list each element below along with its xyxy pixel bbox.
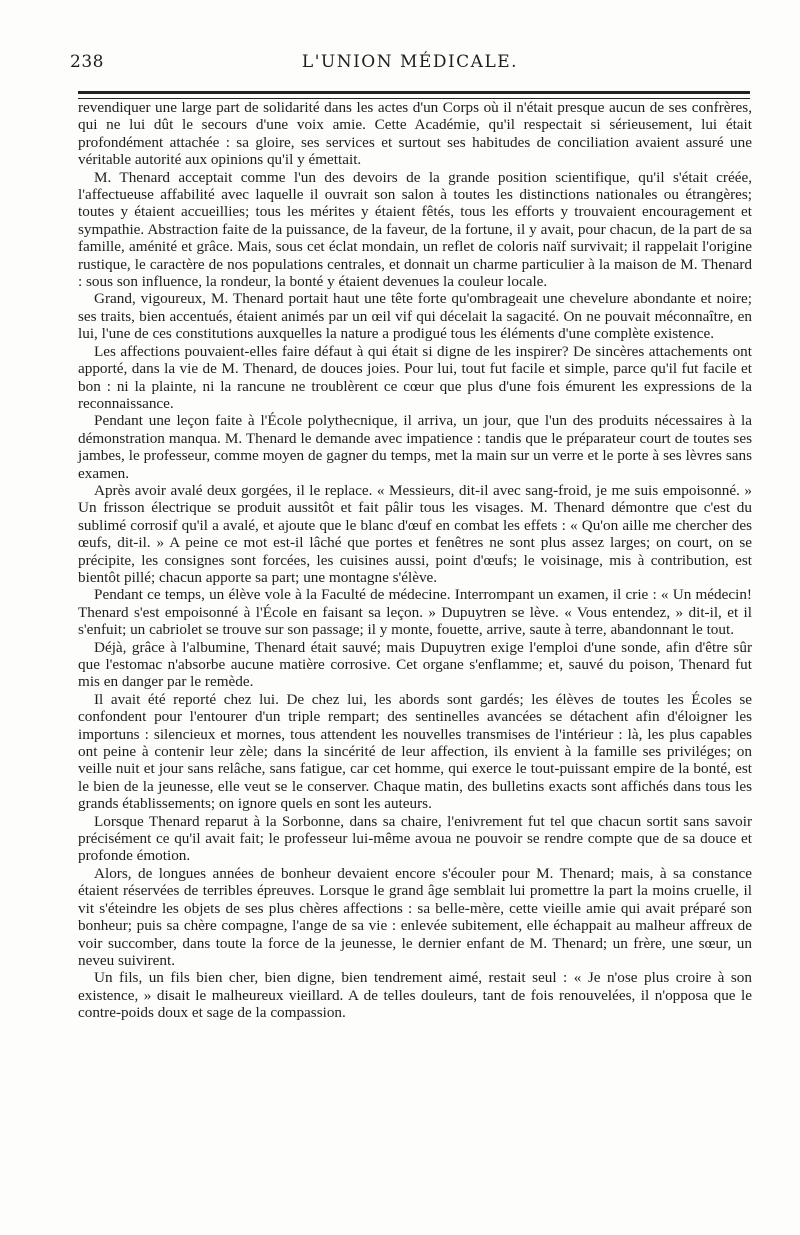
body-text xyxy=(78,99,752,1022)
paragraph: revendiquer une large part de solidarité dans les actes d'un Corps où il n'était presque aucun de ses confrères, qui ne lui dût le secours d'une voix amie. Cette Académie, qu'il respectait si sérieusement, lui était profondément attachée : sa gloire, ses services et surtout ses habitudes de conciliation avaient assuré une véritable autorité aux opinions qu'il y émettait. xyxy=(78,99,752,169)
paragraph: Après avoir avalé deux gorgées, il le replace. « Messieurs, dit-il avec sang-froid, je me suis empoisonné. » Un frisson électrique se produit aussitôt et fait pâlir tous les visages. M. Thenard démontre que c'est du sublimé corrosif qu'il a avalé, et ajoute que le blanc d'œuf en combat les effets : « Qu'on aille me chercher des œufs, dit-il. » A peine ce mot est-il lâché que portes et fenêtres ne sont plus assez larges; on court, on se précipite, les consignes sont forcées, les cuisines aussi, point d'œufs; le voisinage, mis à contribution, est bientôt pillé; chacun apporte sa part; une montagne s'élève. xyxy=(78,481,752,586)
paragraph: Pendant ce temps, un élève vole à la Faculté de médecine. Interrompant un examen, il crie : « Un médecin! Thenard s'est empoisonné à l'École en faisant sa leçon. » Dupuytren se lève. « Vous entendez, » dit-il, et il s'enfuit; un cabriolet se trouve sur son passage; il y monte, fouette, arrive, saute à terre, abandonnant le tout. xyxy=(78,586,752,639)
paragraph: Il avait été reporté chez lui. De chez lui, les abords sont gardés; les élèves de toutes les Écoles se confondent pour l'entourer d'un triple rempart; des sentinelles avancées se détachent afin d'éloigner les importuns : silencieux et mornes, tous attendent les nouvelles transmises de l'intérieur : là, les plus capables ont peine à contenir leur zèle; dans la sincérité de leur affection, ils envient à la famille ses priviléges; on veille nuit et jour sans relâche, sans fatigue, car cet homme, qui exerce le tout-puissant empire de la bonté, est le bien de la jeunesse, elle veut se le conserver. Chaque matin, des bulletins exacts sont affichés dans tous les grands établissements; on ignore quels en sont les auteurs. xyxy=(78,690,752,813)
paragraph: M. Thenard acceptait comme l'un des devoirs de la grande position scientifique, qu'il s'était créée, l'affectueuse affabilité avec laquelle il ouvrait son salon à toutes les distinctions nationales ou étrangères; toutes y étaient accueillies; tous les mérites y étaient fêtés, tous les efforts y trouvaient encouragement et sympathie. Abstraction faite de la puissance, de la faveur, de la fortune, il y avait, pour chacun, de la part de sa famille, aménité et grâce. Mais, sous cet éclat mondain, un reflet de coloris naïf survivait; il rappelait l'origine rustique, le caractère de nos populations centrales, et donnait un charme particulier à la maison de M. Thenard : sous son influence, la rondeur, la bonté y étaient devenues la couleur locale. xyxy=(78,168,752,291)
header-rule xyxy=(78,91,750,99)
paragraph: Alors, de longues années de bonheur devaient encore s'écouler pour M. Thenard; mais, à sa constance étaient réservées de terribles épreuves. Lorsque le grand âge semblait lui promettre la part la moins cruelle, il vit s'éteindre les objets de ses plus chères affections : sa belle-mère, cette vieille amie qui avait préparé son bonheur; puis sa chère compagne, l'ange de sa vie : enlevée subitement, elle échappait au malheur affreux de voir succomber, dans toute la force de la jeunesse, le dernier enfant de M. Thenard; un frère, une sœur, un neveu suivirent. xyxy=(78,864,752,969)
running-title: L'UNION MÉDICALE. xyxy=(301,52,519,72)
paragraph: Un fils, un fils bien cher, bien digne, bien tendrement aimé, restait seul : « Je n'ose plus croire à son existence, » disait le malheureux vieillard. A de telles douleurs, tant de fois renouvelées, il n'opposa que le contre-poids doux et sage de la compassion. xyxy=(78,969,752,1022)
paragraph: Lorsque Thenard reparut à la Sorbonne, dans sa chaire, l'enivrement fut tel que chacun sortit sans savoir précisément ce qu'il avait fait; le professeur lui-même avoua ne pouvoir se rendre compte que de sa douce et profonde émotion. xyxy=(78,812,752,865)
paragraph: Déjà, grâce à l'albumine, Thenard était sauvé; mais Dupuytren exige l'emploi d'une sonde, afin d'être sûr que l'estomac n'absorbe aucune matière corrosive. Cet organe s'enflamme; et, sauvé du poison, Thenard fut mis en danger par le remède. xyxy=(78,638,752,691)
paragraph: Pendant une leçon faite à l'École polythecnique, il arriva, un jour, que l'un des produits nécessaires à la démonstration manqua. M. Thenard le demande avec impatience : tandis que le préparateur court de toutes ses jambes, le professeur, comme moyen de gagner du temps, met la main sur un verre et le porte à ses lèvres sans examen. xyxy=(78,412,752,482)
paragraph: Les affections pouvaient-elles faire défaut à qui était si digne de les inspirer? De sincères attachements ont apporté, dans la vie de M. Thenard, de douces joies. Pour lui, tout fut facile et simple, parce qu'il fut facile et bon : ni la plainte, ni la rancune ne troublèrent ce cœur que plus d'une fois émurent les expressions de la reconnaissance. xyxy=(78,342,752,412)
paragraph: Grand, vigoureux, M. Thenard portait haut une tête forte qu'ombrageait une chevelure abondante et noire; ses traits, bien accentués, étaient animés par un œil vif qui décelait la sagacité. On ne pouvait méconnaître, en lui, l'une de ces constitutions auxquelles la nature a prodigué tous les éléments d'une complète existence. xyxy=(78,290,752,343)
page-header xyxy=(70,52,750,82)
page-number: 238 xyxy=(70,52,104,72)
